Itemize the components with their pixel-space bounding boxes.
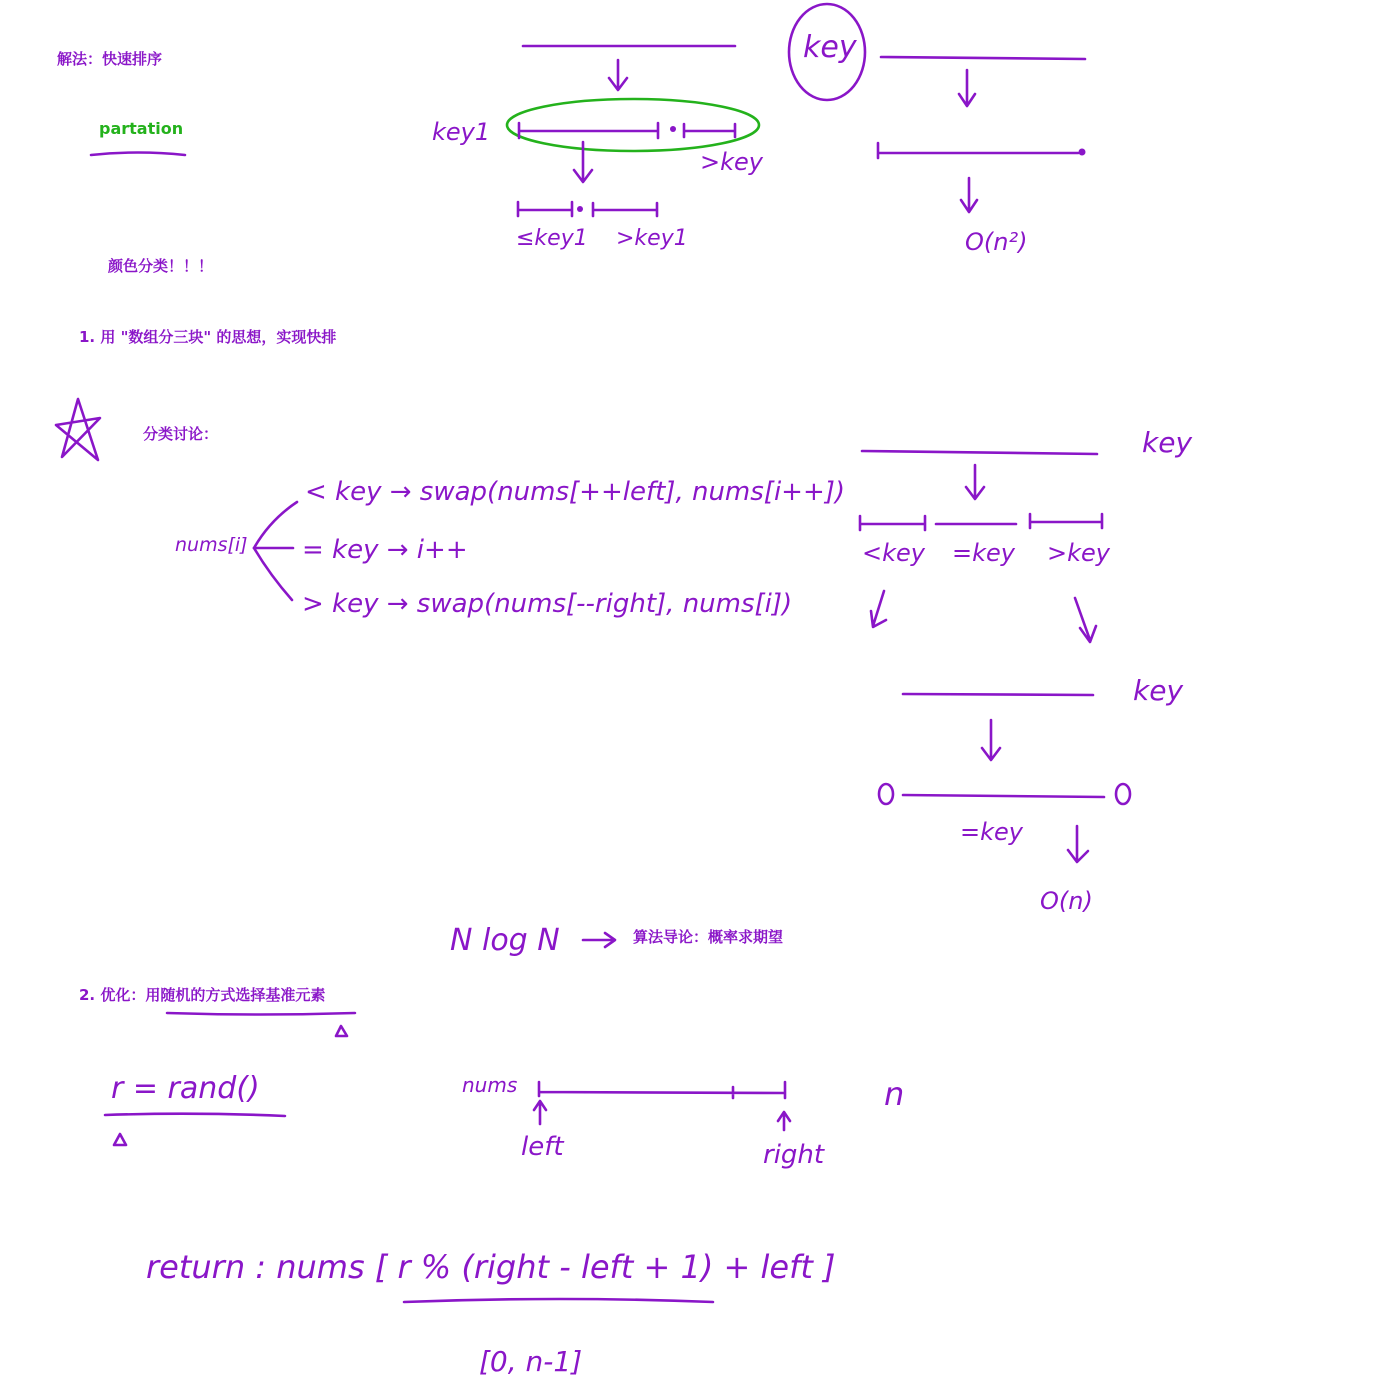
algo-note: 算法导论：概率求期望	[633, 928, 784, 946]
nums-i-label: nums[i]	[175, 534, 248, 556]
arrow-up-icon	[534, 1101, 546, 1124]
branch-line	[254, 502, 297, 548]
key-right-mid-label: key	[1133, 674, 1184, 707]
arrow-down-left-icon	[871, 591, 886, 627]
partation-label: partation	[99, 119, 184, 138]
arrow-down-icon	[609, 60, 627, 90]
color-sort-note: 颜色分类！！！	[108, 257, 214, 275]
star-icon	[56, 399, 100, 460]
arrow-down-icon	[966, 465, 984, 499]
right-segment	[684, 124, 735, 137]
lt-segment	[860, 516, 925, 530]
arrow-right-icon	[583, 933, 615, 947]
gt-segment	[1030, 514, 1102, 528]
right-label: right	[763, 1140, 825, 1170]
array-line-equal	[903, 694, 1093, 695]
lt-key-label: <key	[862, 539, 925, 567]
le-key1-label: ≤key1	[516, 226, 588, 251]
array-line-three	[862, 451, 1097, 454]
arrow-down-right-icon	[1075, 598, 1096, 642]
arrow-up-icon	[778, 1112, 790, 1130]
on-label: O(n)	[1040, 887, 1093, 915]
triangle-mark-icon	[114, 1134, 126, 1145]
key1-label: key1	[432, 118, 491, 146]
array-line-right	[881, 57, 1085, 59]
case-gt-text: > key → swap(nums[--right], nums[i])	[302, 589, 793, 619]
modulo-underline	[404, 1299, 713, 1302]
key-right-top-label: key	[1142, 426, 1193, 459]
n-label: n	[884, 1075, 905, 1113]
pivot-dot	[1079, 149, 1086, 156]
gt-key1-label: >key1	[616, 226, 688, 251]
gt-segment	[593, 203, 657, 216]
eq-key-b-label: =key	[960, 818, 1023, 846]
arrow-down-icon	[982, 720, 1000, 760]
case-lt-text: < key → swap(nums[++left], nums[i++])	[305, 477, 846, 507]
left-segment	[519, 123, 658, 138]
open-circle-icon	[879, 784, 893, 804]
arrow-down-icon	[1068, 826, 1088, 862]
step2-note: 2. 优化：用随机的方式选择基准元素	[79, 986, 326, 1004]
r-rand-label: r = rand()	[111, 1071, 260, 1106]
open-circle-icon	[1116, 784, 1130, 804]
nums-label: nums	[462, 1073, 518, 1097]
range-label: [0, n-1]	[479, 1345, 583, 1378]
nums-array-line	[539, 1082, 785, 1098]
left-label: left	[521, 1132, 564, 1162]
equal-segment	[903, 795, 1104, 797]
step2-underline	[167, 1013, 355, 1015]
key-circled-label: key	[803, 30, 857, 65]
triangle-mark-icon	[336, 1026, 347, 1036]
gt-key-b-label: >key	[1047, 539, 1110, 567]
arrow-down-icon	[959, 70, 975, 106]
branch-line	[254, 548, 292, 600]
partation-underline	[91, 153, 185, 156]
cases-label: 分类讨论：	[143, 425, 219, 443]
case-eq-text: = key → i++	[302, 535, 468, 565]
step1-note: 1. 用 "数组分三块" 的思想，实现快排	[79, 328, 337, 346]
pivot-dot	[577, 206, 583, 212]
return-expression: return : nums [ r % (right - left + 1) + left ]	[146, 1248, 836, 1286]
le-segment	[518, 202, 572, 216]
nlogn-label: N log N	[450, 923, 560, 958]
arrow-down-icon	[961, 178, 977, 212]
eq-key-label: =key	[952, 539, 1015, 567]
on2-label: O(n²)	[965, 228, 1028, 256]
r-rand-underline	[105, 1114, 285, 1116]
segment-worst	[878, 143, 1078, 158]
pivot-dot	[670, 126, 676, 132]
green-highlight-ellipse	[507, 99, 759, 151]
gt-key-label: >key	[700, 148, 763, 176]
title-note: 解法：快速排序	[57, 50, 163, 68]
